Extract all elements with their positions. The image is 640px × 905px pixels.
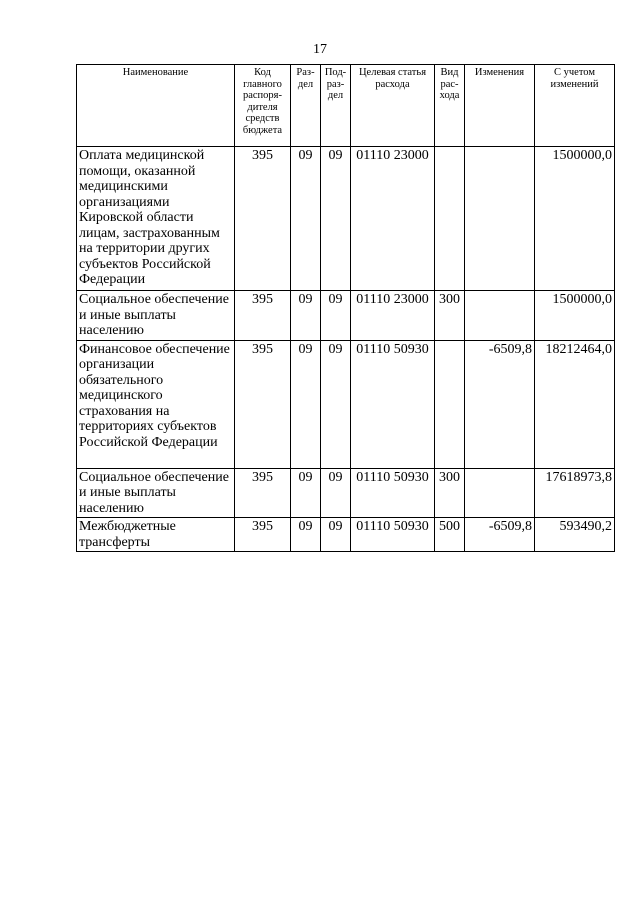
header-article: Целевая статья расхода <box>351 65 435 147</box>
header-subsection: Под-раз-дел <box>321 65 351 147</box>
row-changes <box>465 291 535 341</box>
row-section: 09 <box>291 468 321 518</box>
row-article: 01110 50930 <box>351 518 435 552</box>
row-changes: -6509,8 <box>465 518 535 552</box>
row-code: 395 <box>235 518 291 552</box>
row-code: 395 <box>235 340 291 468</box>
row-name: Финансовое обеспечение организации обязательного медицинского страхования на территориях субъектов Российской Федерации <box>77 340 235 468</box>
row-section: 09 <box>291 340 321 468</box>
row-section: 09 <box>291 518 321 552</box>
row-subsection: 09 <box>321 340 351 468</box>
row-code: 395 <box>235 468 291 518</box>
table-row <box>77 291 615 341</box>
row-subsection: 09 <box>321 468 351 518</box>
row-subsection: 09 <box>321 147 351 291</box>
row-type <box>435 340 465 468</box>
table-header-row <box>77 65 615 147</box>
header-total: С учетом изменений <box>535 65 615 147</box>
row-article: 01110 23000 <box>351 291 435 341</box>
table-row <box>77 147 615 291</box>
header-name: Наименование <box>77 65 235 147</box>
row-type: 300 <box>435 291 465 341</box>
row-changes: -6509,8 <box>465 340 535 468</box>
row-code: 395 <box>235 147 291 291</box>
table-row <box>77 468 615 518</box>
budget-table <box>76 64 615 552</box>
row-article: 01110 50930 <box>351 340 435 468</box>
row-name: Межбюджетные трансферты <box>77 518 235 552</box>
row-article: 01110 50930 <box>351 468 435 518</box>
row-article: 01110 23000 <box>351 147 435 291</box>
row-name: Социальное обеспечение и иные выплаты населению <box>77 468 235 518</box>
row-changes <box>465 468 535 518</box>
row-changes <box>465 147 535 291</box>
header-section: Раз-дел <box>291 65 321 147</box>
header-changes: Изменения <box>465 65 535 147</box>
row-subsection: 09 <box>321 518 351 552</box>
row-total: 593490,2 <box>535 518 615 552</box>
row-total: 18212464,0 <box>535 340 615 468</box>
row-code: 395 <box>235 291 291 341</box>
table-row <box>77 518 615 552</box>
table-row <box>77 340 615 468</box>
row-section: 09 <box>291 291 321 341</box>
row-name: Социальное обеспечение и иные выплаты населению <box>77 291 235 341</box>
row-name: Оплата медицинской помощи, оказанной медицинскими организациями Кировской области лицам, застрахованным на территории других субъектов Российской Федерации <box>77 147 235 291</box>
header-type: Вид рас-хода <box>435 65 465 147</box>
header-code: Код главного распоря-дителя средств бюджета <box>235 65 291 147</box>
row-type <box>435 147 465 291</box>
row-total: 17618973,8 <box>535 468 615 518</box>
page-number: 17 <box>313 42 327 57</box>
row-subsection: 09 <box>321 291 351 341</box>
row-total: 1500000,0 <box>535 147 615 291</box>
row-type: 300 <box>435 468 465 518</box>
row-type: 500 <box>435 518 465 552</box>
row-total: 1500000,0 <box>535 291 615 341</box>
row-section: 09 <box>291 147 321 291</box>
